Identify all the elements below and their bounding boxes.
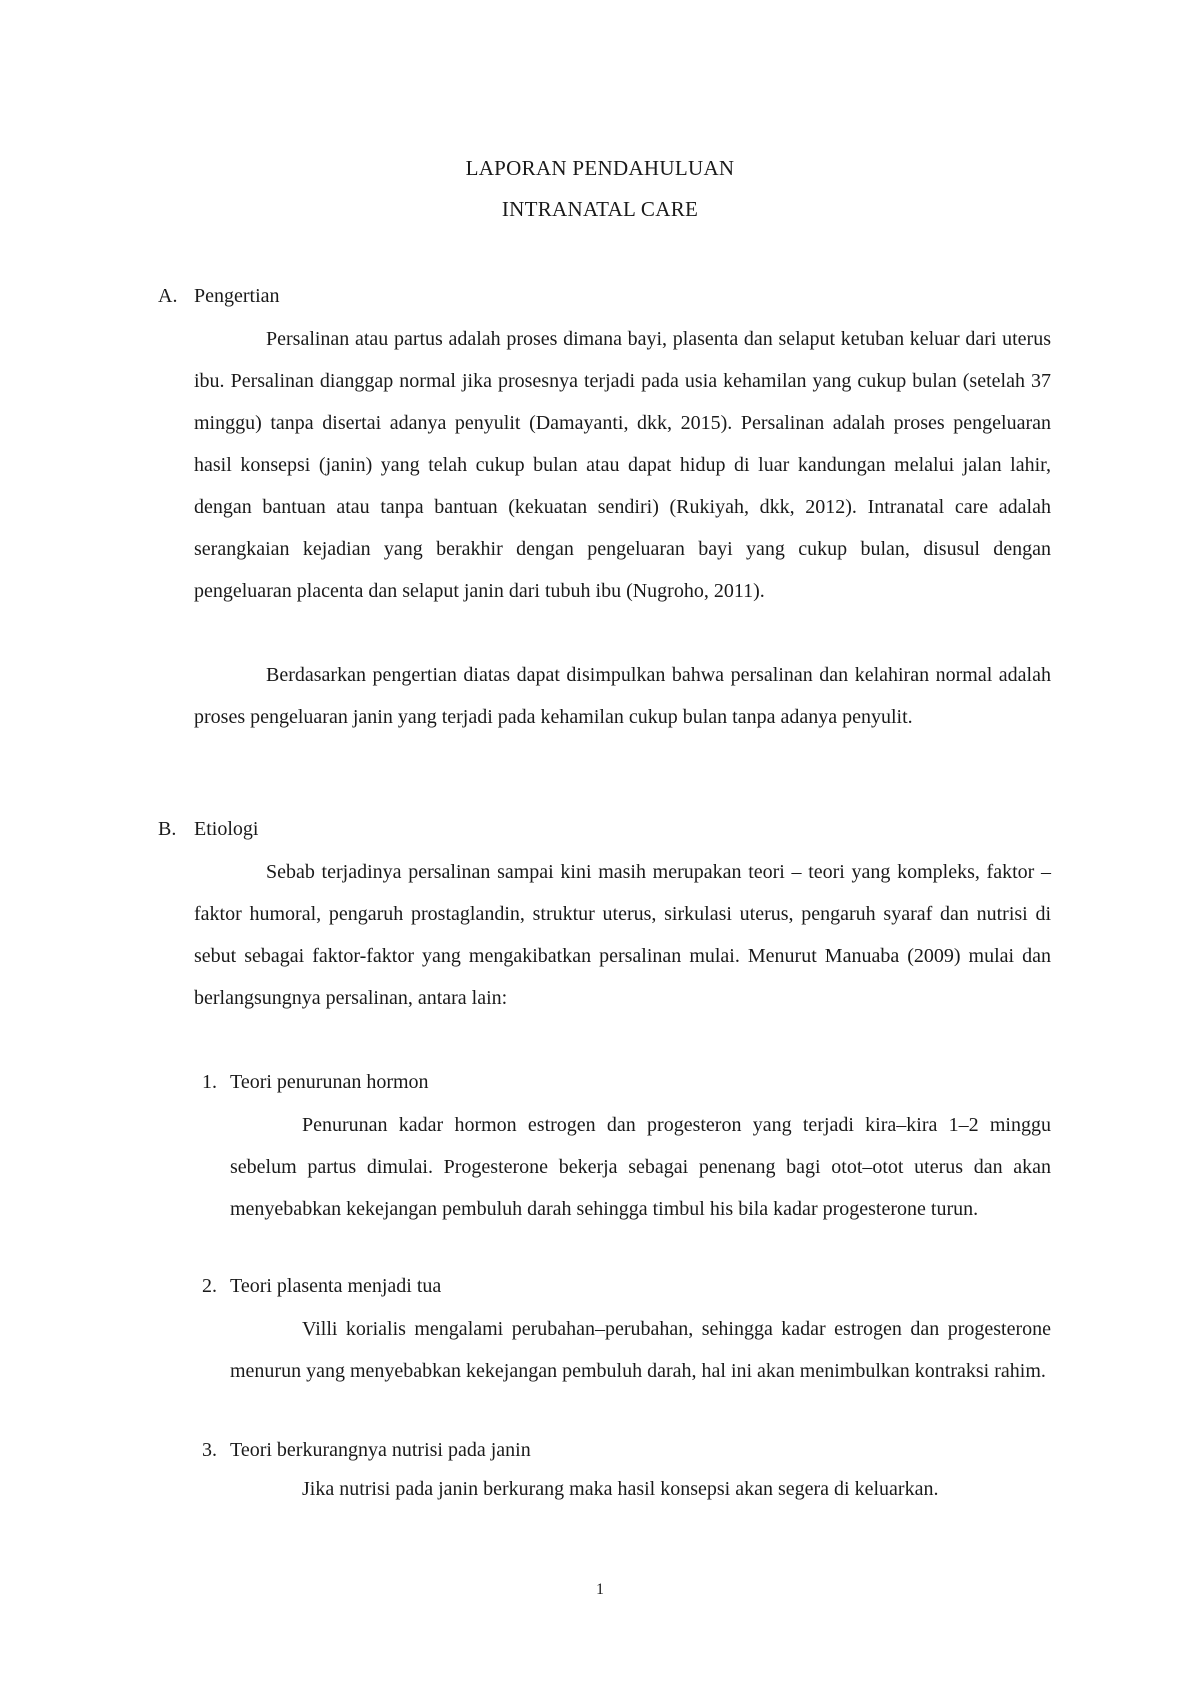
section-a-paragraph-2: Berdasarkan pengertian diatas dapat disimpulkan bahwa persalinan dan kelahiran normal adalah proses pengeluaran janin yang terjadi pada kehamilan cukup bulan tanpa adanya penyulit. [194, 664, 1051, 728]
section-b-title: Etiologi [194, 818, 259, 840]
list-item-number: 1. [202, 1071, 217, 1093]
page-number: 1 [596, 1581, 604, 1598]
list-item-title: Teori plasenta menjadi tua [230, 1275, 442, 1297]
list-item-text: Villi korialis mengalami perubahan–perubahan, sehingga kadar estrogen dan progesterone menurun yang menyebabkan kekejangan pembuluh darah, hal ini akan menimbulkan kontraksi rahim. [230, 1318, 1051, 1382]
list-item-title: Teori berkurangnya nutrisi pada janin [230, 1439, 531, 1461]
list-item-text: Jika nutrisi pada janin berkurang maka hasil konsepsi akan segera di keluarkan. [302, 1478, 939, 1500]
section-b-label: B. [158, 818, 177, 840]
list-item-number: 2. [202, 1275, 217, 1297]
section-a-label: A. [158, 285, 178, 307]
section-a-paragraph-1: Persalinan atau partus adalah proses dimana bayi, plasenta dan selaput ketuban keluar dari uterus ibu. Persalinan dianggap normal jika prosesnya terjadi pada usia kehamilan yang cukup bulan (setelah 37 minggu) tanpa disertai adanya penyulit (Damayanti, dkk, 2015). Persalinan adalah proses pengeluaran hasil konsepsi (janin) yang telah cukup bulan atau dapat hidup di luar kandungan melalui jalan lahir, dengan bantuan atau tanpa bantuan (kekuatan sendiri) (Rukiyah, dkk, 2012). Intranatal care adalah serangkaian kejadian yang berakhir dengan pengeluaran bayi yang cukup bulan, disusul dengan pengeluaran placenta dan selaput janin dari tubuh ibu (Nugroho, 2011). [194, 328, 1051, 602]
list-item-text: Penurunan kadar hormon estrogen dan progesteron yang terjadi kira–kira 1–2 minggu sebelum partus dimulai. Progesterone bekerja sebagai penenang bagi otot–otot uterus dan akan menyebabkan kekejangan pembuluh darah sehingga timbul his bila kadar progesterone turun. [230, 1114, 1051, 1220]
list-item-number: 3. [202, 1439, 217, 1461]
list-item-title: Teori penurunan hormon [230, 1071, 429, 1093]
document-title-line1: LAPORAN PENDAHULUAN [465, 156, 735, 180]
document-title-line2: INTRANATAL CARE [501, 197, 699, 221]
section-a-title: Pengertian [194, 285, 280, 307]
section-b-intro: Sebab terjadinya persalinan sampai kini masih merupakan teori – teori yang kompleks, faktor – faktor humoral, pengaruh prostaglandin, struktur uterus, sirkulasi uterus, pengaruh syaraf dan nutrisi di sebut sebagai faktor-faktor yang mengakibatkan persalinan mulai. Menurut Manuaba (2009) mulai dan berlangsungnya persalinan, antara lain: [194, 861, 1051, 1009]
